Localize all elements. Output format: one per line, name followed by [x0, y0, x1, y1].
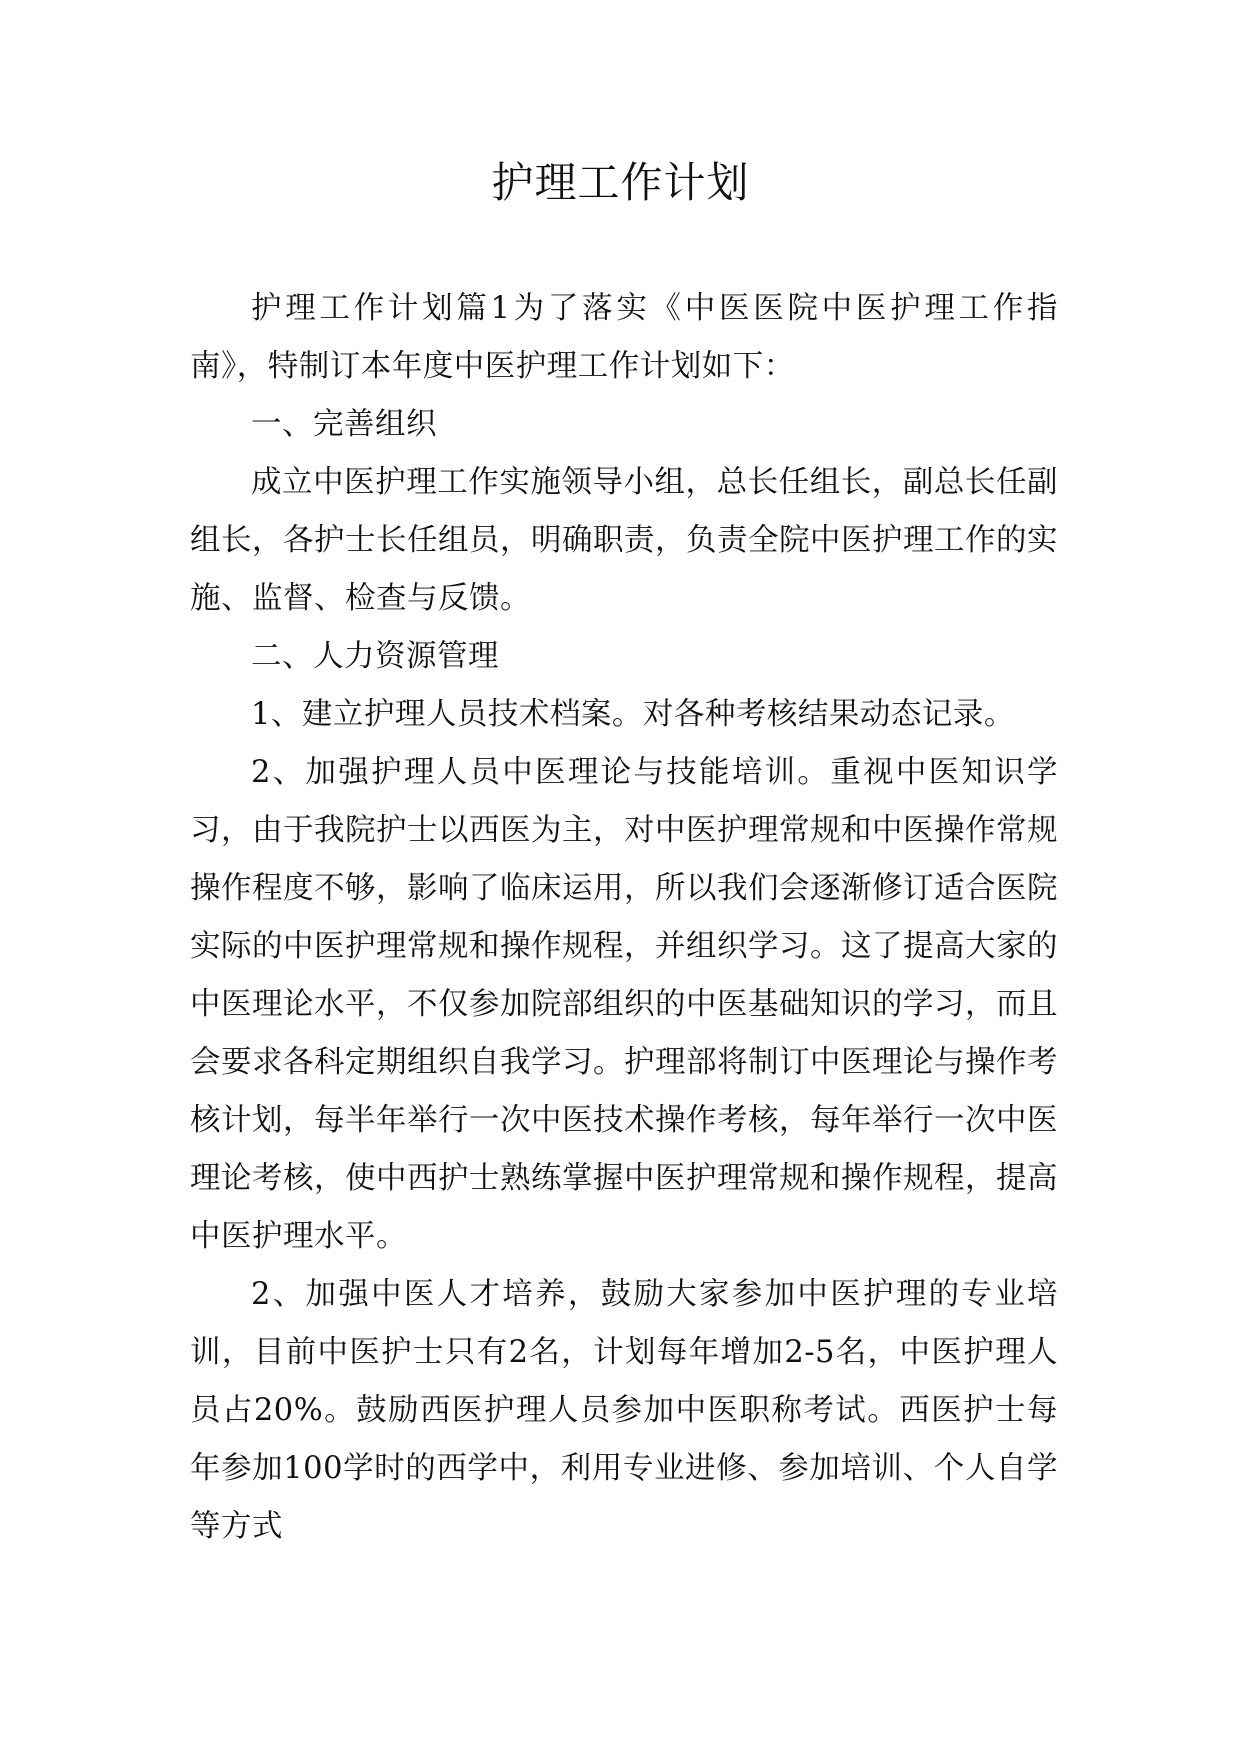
- document-title: 护理工作计划: [491, 158, 750, 207]
- paragraph-intro: 护理工作计划篇1为了落实《中医医院中医护理工作指南》，特制订本年度中医护理工作计划如下：: [190, 291, 1058, 384]
- paragraph-organization: 成立中医护理工作实施领导小组，总长任组长，副总长任副组长，各护士长任组员，明确职责，负责全院中医护理工作的实施、监督、检查与反馈。: [190, 465, 1058, 616]
- document-body: [190, 280, 1058, 1556]
- paragraph-item-2-training: 2、加强护理人员中医理论与技能培训。重视中医知识学习，由于我院护士以西医为主，对中医护理常规和中医操作常规操作程度不够，影响了临床运用，所以我们会逐渐修订适合医院实际的中医护理常规和操作规程，并组织学习。这了提高大家的中医理论水平，不仅参加院部组织的中医基础知识的学习，而且会要求各科定期组织自我学习。护理部将制订中医理论与操作考核计划，每半年举行一次中医技术操作考核，每年举行一次中医理论考核，使中西护士熟练掌握中医护理常规和操作规程，提高中医护理水平。: [190, 755, 1058, 1254]
- paragraph-item-1: 1、建立护理人员技术档案。对各种考核结果动态记录。: [251, 697, 1015, 732]
- heading-section-2: 二、人力资源管理: [251, 639, 499, 674]
- paragraph-item-2-talent: 2、加强中医人才培养，鼓励大家参加中医护理的专业培训，目前中医护士只有2名，计划每年增加2-5名，中医护理人员占20%。鼓励西医护理人员参加中医职称考试。西医护士每年参加100学时的西学中，利用专业进修、参加培训、个人自学等方式: [190, 1277, 1058, 1544]
- heading-section-1: 一、完善组织: [251, 407, 437, 442]
